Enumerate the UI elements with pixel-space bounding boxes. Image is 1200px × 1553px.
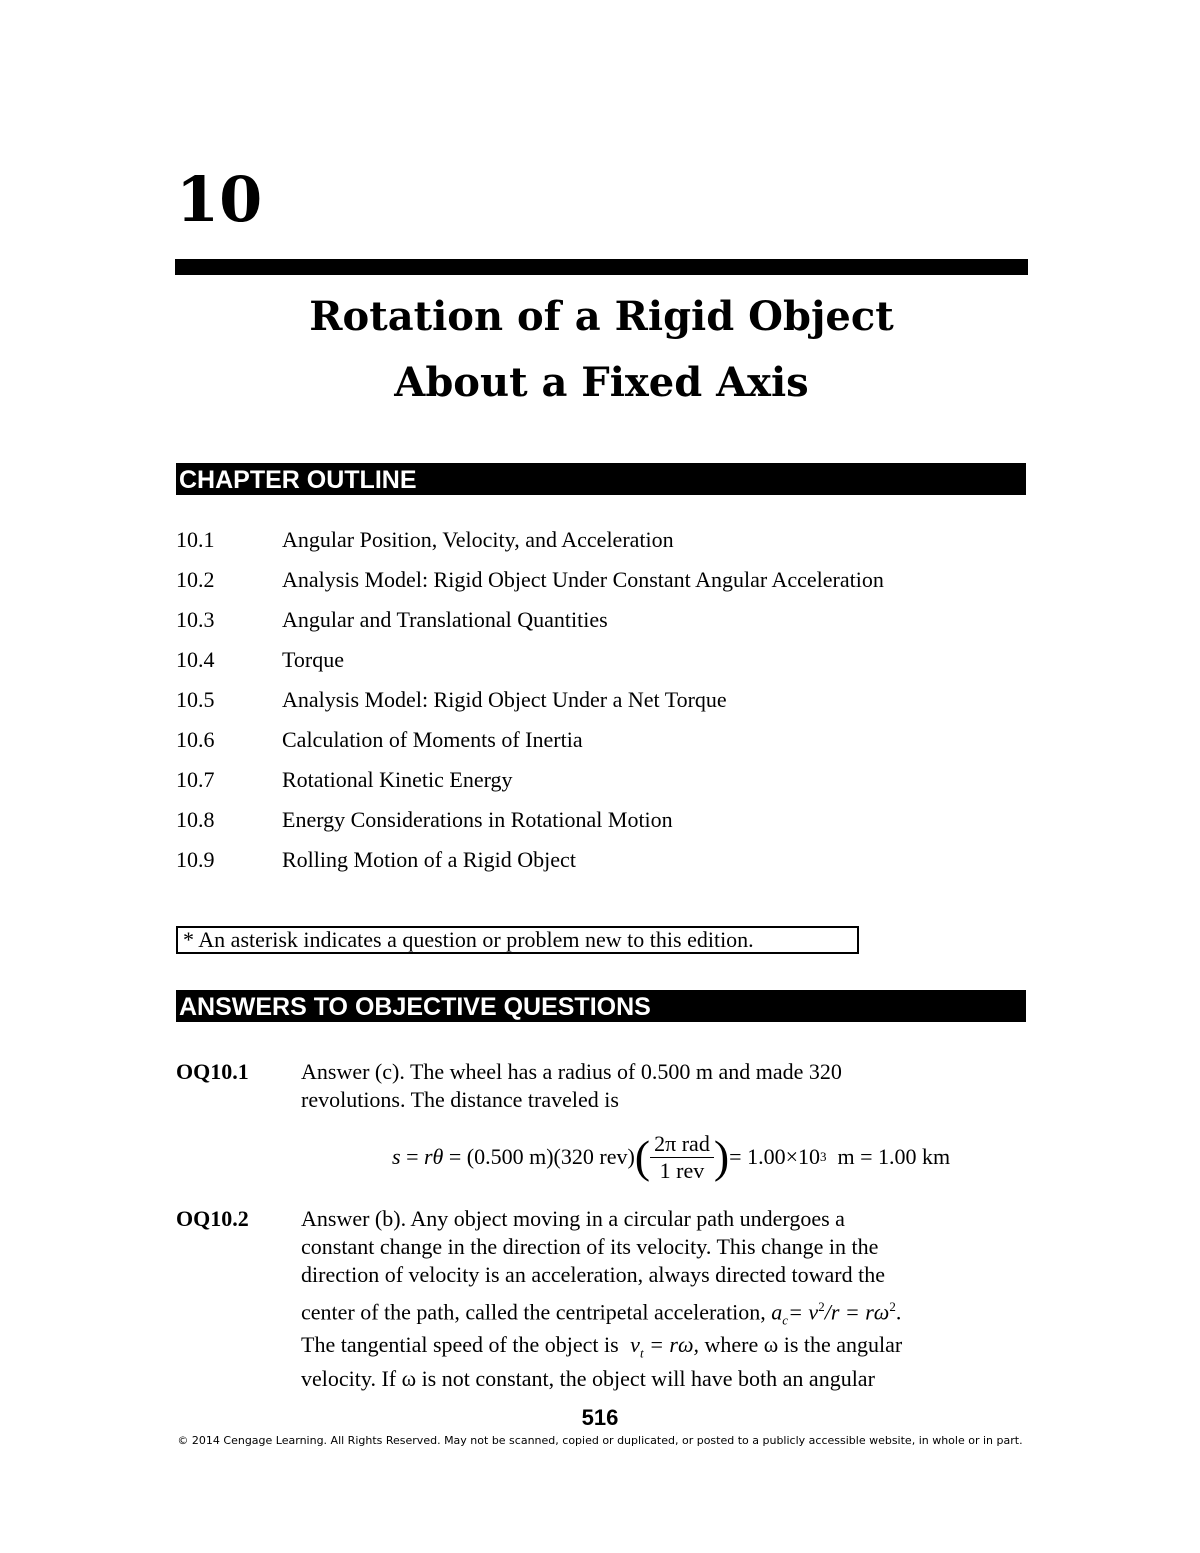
outline-item-number: 10.7: [176, 767, 215, 792]
oq-answer-line: direction of velocity is an acceleration, always directed toward the: [301, 1262, 885, 1287]
outline-item-number: 10.5: [176, 687, 215, 712]
copyright-notice: © 2014 Cengage Learning. All Rights Reserved. May not be scanned, copied or duplicated, or posted to a publicly accessible website, in whole or in part.: [177, 1434, 1023, 1447]
chapter-outline-heading: CHAPTER OUTLINE: [176, 463, 1026, 495]
equation-exponent: 2: [889, 1299, 896, 1314]
equation-result-km: = 1.00 km: [860, 1144, 951, 1169]
fraction-numerator: 2π rad: [650, 1131, 714, 1158]
chapter-title-line-2: About a Fixed Axis: [394, 359, 809, 406]
equation-subscript: t: [639, 1345, 644, 1361]
oq-text: The tangential speed of the object is: [301, 1332, 619, 1357]
outline-item-number: 10.8: [176, 807, 215, 832]
equation-result: = 1.00×10: [729, 1144, 820, 1169]
equation-fraction: [650, 1131, 714, 1184]
equation-part: /r = rω: [824, 1299, 890, 1325]
outline-item-title: Angular Position, Velocity, and Acceleration: [282, 527, 674, 552]
outline-item-number: 10.1: [176, 527, 215, 552]
answers-heading: ANSWERS TO OBJECTIVE QUESTIONS: [176, 990, 1026, 1022]
outline-item-number: 10.2: [176, 567, 215, 592]
outline-item-title: Rolling Motion of a Rigid Object: [282, 847, 576, 872]
outline-item-number: 10.4: [176, 647, 215, 672]
outline-item-number: 10.3: [176, 607, 215, 632]
distance-equation: s = rθ = (0.500 m)(320 rev) ( $\frac{\text{2π rad}}{\text{1 rev}}$ ) = 1.00×10 3 m = 1.00 km: [392, 1130, 951, 1183]
equation-symbol: s: [392, 1144, 401, 1169]
oq-answer-line: [301, 1331, 1021, 1367]
outline-item-title: Calculation of Moments of Inertia: [282, 727, 583, 752]
equation-unit: m: [837, 1144, 855, 1169]
chapter-rule: [175, 259, 1028, 275]
outline-item-number: 10.9: [176, 847, 215, 872]
outline-item-title: Angular and Translational Quantities: [282, 607, 608, 632]
oq-answer-line: revolutions. The distance traveled is: [301, 1087, 619, 1112]
equation-symbol: v: [630, 1332, 640, 1357]
equation-factors: (0.500 m)(320 rev): [466, 1144, 635, 1169]
equation-exponent: 2: [818, 1299, 825, 1314]
chapter-title-line-1: Rotation of a Rigid Object: [309, 293, 894, 340]
oq-text: where ω is the angular: [704, 1332, 903, 1357]
fraction-denominator: 1 rev: [659, 1157, 705, 1183]
oq-answer-line: Answer (c). The wheel has a radius of 0.500 m and made 320: [301, 1059, 842, 1084]
outline-item-title: Torque: [282, 647, 344, 672]
equation-part: = v: [788, 1299, 819, 1325]
oq-text: center of the path, called the centripetal acceleration,: [301, 1299, 766, 1325]
asterisk-note: * An asterisk indicates a question or problem new to this edition.: [176, 926, 859, 954]
equation-part: = rω,: [649, 1332, 700, 1357]
oq-answer-line: [301, 1293, 1021, 1335]
outline-item-title: Energy Considerations in Rotational Motion: [282, 807, 673, 832]
oq-answer-line: constant change in the direction of its velocity. This change in the: [301, 1234, 879, 1259]
equation-exponent: 3: [819, 1149, 827, 1164]
outline-item-title: Analysis Model: Rigid Object Under a Net Torque: [282, 687, 727, 712]
equation-end: .: [895, 1299, 902, 1325]
outline-item-title: Analysis Model: Rigid Object Under Constant Angular Acceleration: [282, 567, 884, 592]
equation-symbol: rθ: [423, 1144, 444, 1169]
oq-answer-line: velocity. If ω is not constant, the object will have both an angular: [301, 1366, 875, 1391]
outline-item-title: Rotational Kinetic Energy: [282, 767, 513, 792]
oq-label: OQ10.1: [176, 1059, 249, 1084]
outline-item-number: 10.6: [176, 727, 215, 752]
oq-label: OQ10.2: [176, 1206, 249, 1231]
equation-subscript: c: [782, 1312, 789, 1328]
oq-answer-line: Answer (b). Any object moving in a circular path undergoes a: [301, 1206, 845, 1231]
equation-symbol: a: [771, 1299, 783, 1325]
chapter-number: 10: [176, 163, 263, 236]
page-number: 516: [581, 1405, 619, 1430]
